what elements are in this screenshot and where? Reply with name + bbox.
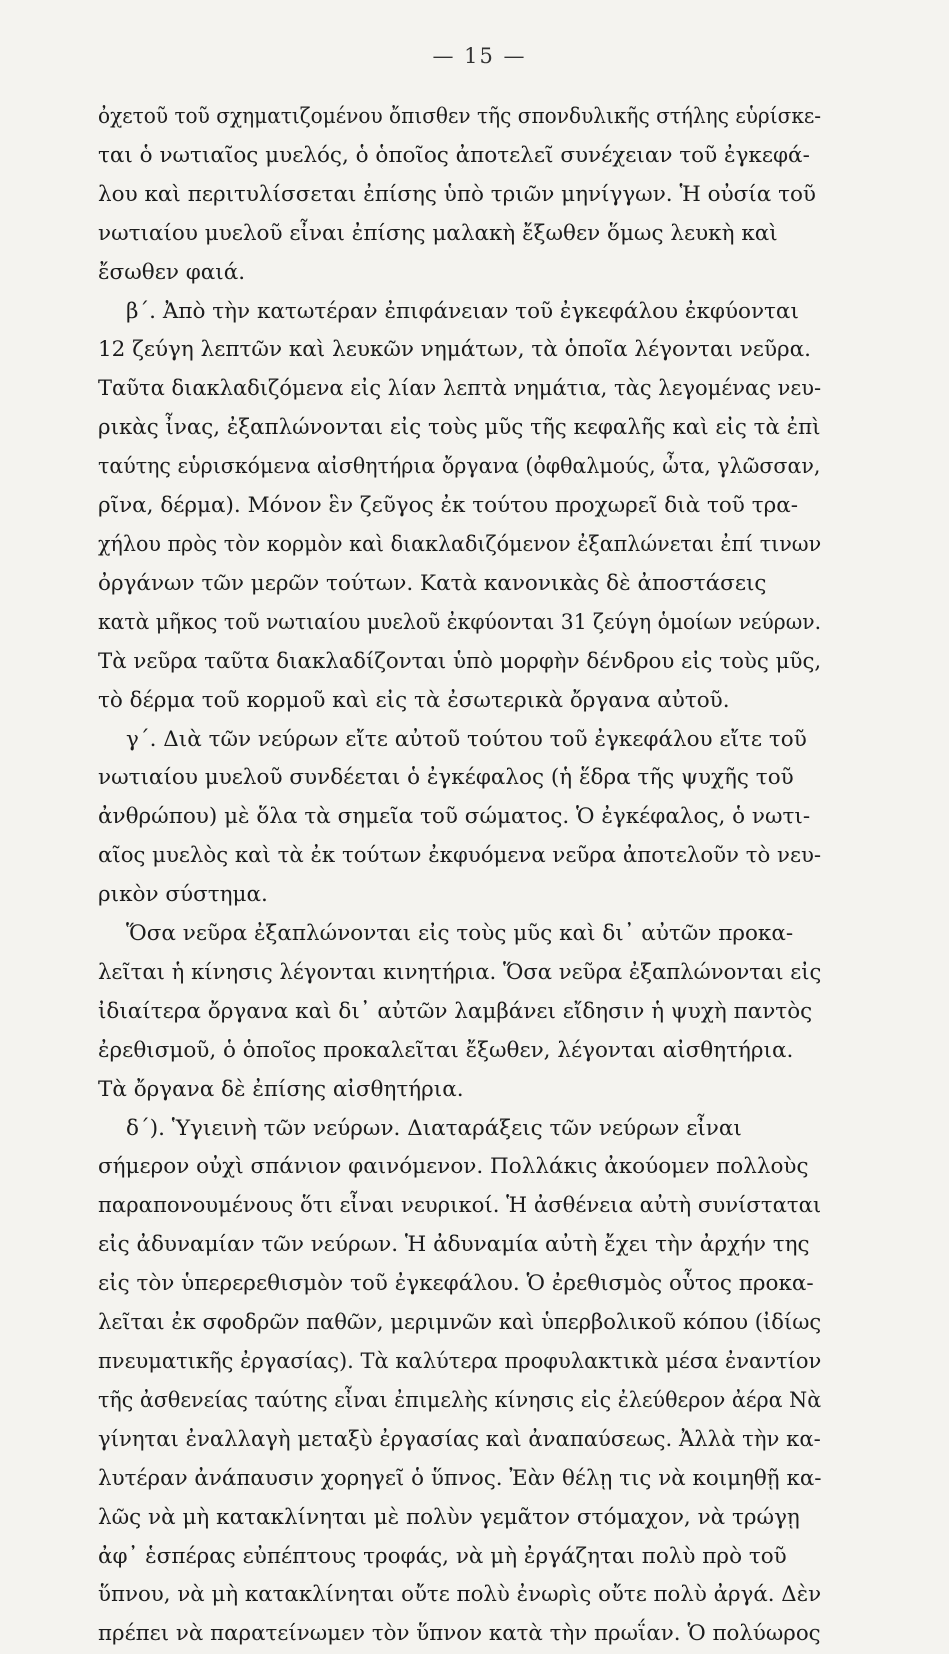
text-line: τὸ δέρμα τοῦ κορμοῦ καὶ εἰς τὰ ἐσωτερικὰ ὄργανα αὐτοῦ. [98,687,730,713]
text-line: σήμερον οὐχὶ σπάνιον φαινόμενον. Πολλάκις ἀκούομεν πολλοὺς [98,1154,809,1180]
text-line: γ΄. Διὰ τῶν νεύρων εἴτε αὐτοῦ τούτου τοῦ ἐγκεφάλου εἴτε τοῦ [126,726,807,752]
text-line: χήλου πρὸς τὸν κορμὸν καὶ διακλαδιζόμενον ἐξαπλώνεται ἐπί τινων [98,531,822,557]
text-line: κατὰ μῆκος τοῦ νωτιαίου μυελοῦ ἐκφύονται 31 ζεύγη ὁμοίων νεύρων. [98,609,822,635]
body-text [98,98,821,1654]
text-line: τῆς ἀσθενείας ταύτης εἶναι ἐπιμελὴς κίνησις εἰς ἐλεύθερον ἀέρα Νὰ [98,1387,822,1413]
text-line: Ταῦτα διακλαδιζόμενα εἰς λίαν λεπτὰ νημάτια, τὰς λεγομένας νευ- [98,376,822,402]
text-line: λῶς νὰ μὴ κατακλίνηται μὲ πολὺν γεμᾶτον στόμαχον, νὰ τρώγῃ [98,1504,800,1530]
page-number: — 15 — [432,44,527,68]
text-line: λυτέραν ἀνάπαυσιν χορηγεῖ ὁ ὕπνος. Ἐὰν θέλῃ τις νὰ κοιμηθῇ κα- [98,1465,822,1491]
text-line: ται ὁ νωτιαῖος μυελός, ὁ ὁποῖος ἀποτελεῖ συνέχειαν τοῦ ἐγκεφά- [98,142,810,168]
text-line: γίνηται ἐναλλαγὴ μεταξὺ ἐργασίας καὶ ἀναπαύσεως. Ἀλλὰ τὴν κα- [98,1426,821,1452]
text-line: Τὰ ὄργανα δὲ ἐπίσης αἰσθητήρια. [98,1076,464,1102]
text-line: ἔσωθεν φαιά. [98,259,246,285]
text-line: πνευματικῆς ἐργασίας). Τὰ καλύτερα προφυλακτικὰ μέσα ἐναντίον [98,1349,822,1374]
text-line: λεῖται ἐκ σφοδρῶν παθῶν, μεριμνῶν καὶ ὑπερβολικοῦ κόπου (ἰδίως [98,1310,822,1336]
text-line: β΄. Ἀπὸ τὴν κατωτέραν ἐπιφάνειαν τοῦ ἐγκεφάλου ἐκφύονται [126,298,799,324]
text-line: ἀνθρώπου) μὲ ὅλα τὰ σημεῖα τοῦ σώματος. Ὁ ἐγκέφαλος, ὁ νωτι- [98,804,811,830]
text-line: ταύτης εὑρισκόμενα αἰσθητήρια ὄργανα (ὀφθαλμούς, ὦτα, γλῶσσαν, [98,454,821,480]
text-line: εἰς τὸν ὑπερερεθισμὸν τοῦ ἐγκεφάλου. Ὁ ἐρεθισμὸς οὗτος προκα- [98,1271,814,1297]
text-line: ὀργάνων τῶν μερῶν τούτων. Κατὰ κανονικὰς δὲ ἀποστάσεις [98,570,767,596]
text-line: ὕπνου, νὰ μὴ κατακλίνηται οὔτε πολὺ ἐνωρὶς οὔτε πολὺ ἀργά. Δὲν [98,1582,822,1608]
text-line: 12 ζεύγη λεπτῶν καὶ λευκῶν νημάτων, τὰ ὁποῖα λέγονται νεῦρα. [98,337,812,363]
text-line: αῖος μυελὸς καὶ τὰ ἐκ τούτων ἐκφυόμενα νεῦρα ἀποτελοῦν τὸ νευ- [98,843,822,869]
text-line: πρέπει νὰ παρατείνωμεν τὸν ὕπνον κατὰ τὴν πρωΐαν. Ὁ πολύωρος [98,1621,821,1647]
text-line: ὀχετοῦ τοῦ σχηματιζομένου ὄπισθεν τῆς σπονδυλικῆς στήλης εὑρίσκε- [98,104,822,129]
text-line: ἀφ᾽ ἑσπέρας εὐπέπτους τροφάς, νὰ μὴ ἐργάζηται πολὺ πρὸ τοῦ [98,1543,787,1569]
text-line: παραπονουμένους ὅτι εἶναι νευρικοί. Ἡ ἀσθένεια αὐτὴ συνίσταται [98,1193,822,1219]
text-line: νωτιαίου μυελοῦ συνδέεται ὁ ἐγκέφαλος (ἡ ἕδρα τῆς ψυχῆς τοῦ [98,765,794,791]
text-line: ἐρεθισμοῦ, ὁ ὁποῖος προκαλεῖται ἔξωθεν, λέγονται αἰσθητήρια. [98,1037,794,1063]
text-line: ἰδιαίτερα ὄργανα καὶ δι᾽ αὐτῶν λαμβάνει εἴδησιν ἡ ψυχὴ παντὸς [98,998,813,1024]
text-line: Τὰ νεῦρα ταῦτα διακλαδίζονται ὑπὸ μορφὴν δένδρου εἰς τοὺς μῦς, [98,648,822,674]
text-line: ρῖνα, δέρμα). Μόνον ἓν ζεῦγος ἐκ τούτου προχωρεῖ διὰ τοῦ τρα- [98,493,799,519]
text-line: ρικὸν σύστημα. [98,882,268,908]
text-line: εἰς ἀδυναμίαν τῶν νεύρων. Ἡ ἀδυναμία αὐτὴ ἔχει τὴν ἀρχήν της [98,1232,810,1258]
text-line: ρικὰς ἶνας, ἐξαπλώνονται εἰς τοὺς μῦς τῆς κεφαλῆς καὶ εἰς τὰ ἐπὶ [98,415,821,441]
text-line: λεῖται ἡ κίνησις λέγονται κινητήρια. Ὅσα νεῦρα ἐξαπλώνονται εἰς [98,959,822,985]
text-line: Ὅσα νεῦρα ἐξαπλώνονται εἰς τοὺς μῦς καὶ δι᾽ αὐτῶν προκα- [126,921,794,947]
text-line: λου καὶ περιτυλίσσεται ἐπίσης ὑπὸ τριῶν μηνίγγων. Ἡ οὐσία τοῦ [98,181,817,207]
text-line: δ΄). Ὑγιεινὴ τῶν νεύρων. Διαταράξεις τῶν νεύρων εἶναι [126,1115,742,1141]
text-line: νωτιαίου μυελοῦ εἶναι ἐπίσης μαλακὴ ἔξωθεν ὅμως λευκὴ καὶ [98,220,778,246]
